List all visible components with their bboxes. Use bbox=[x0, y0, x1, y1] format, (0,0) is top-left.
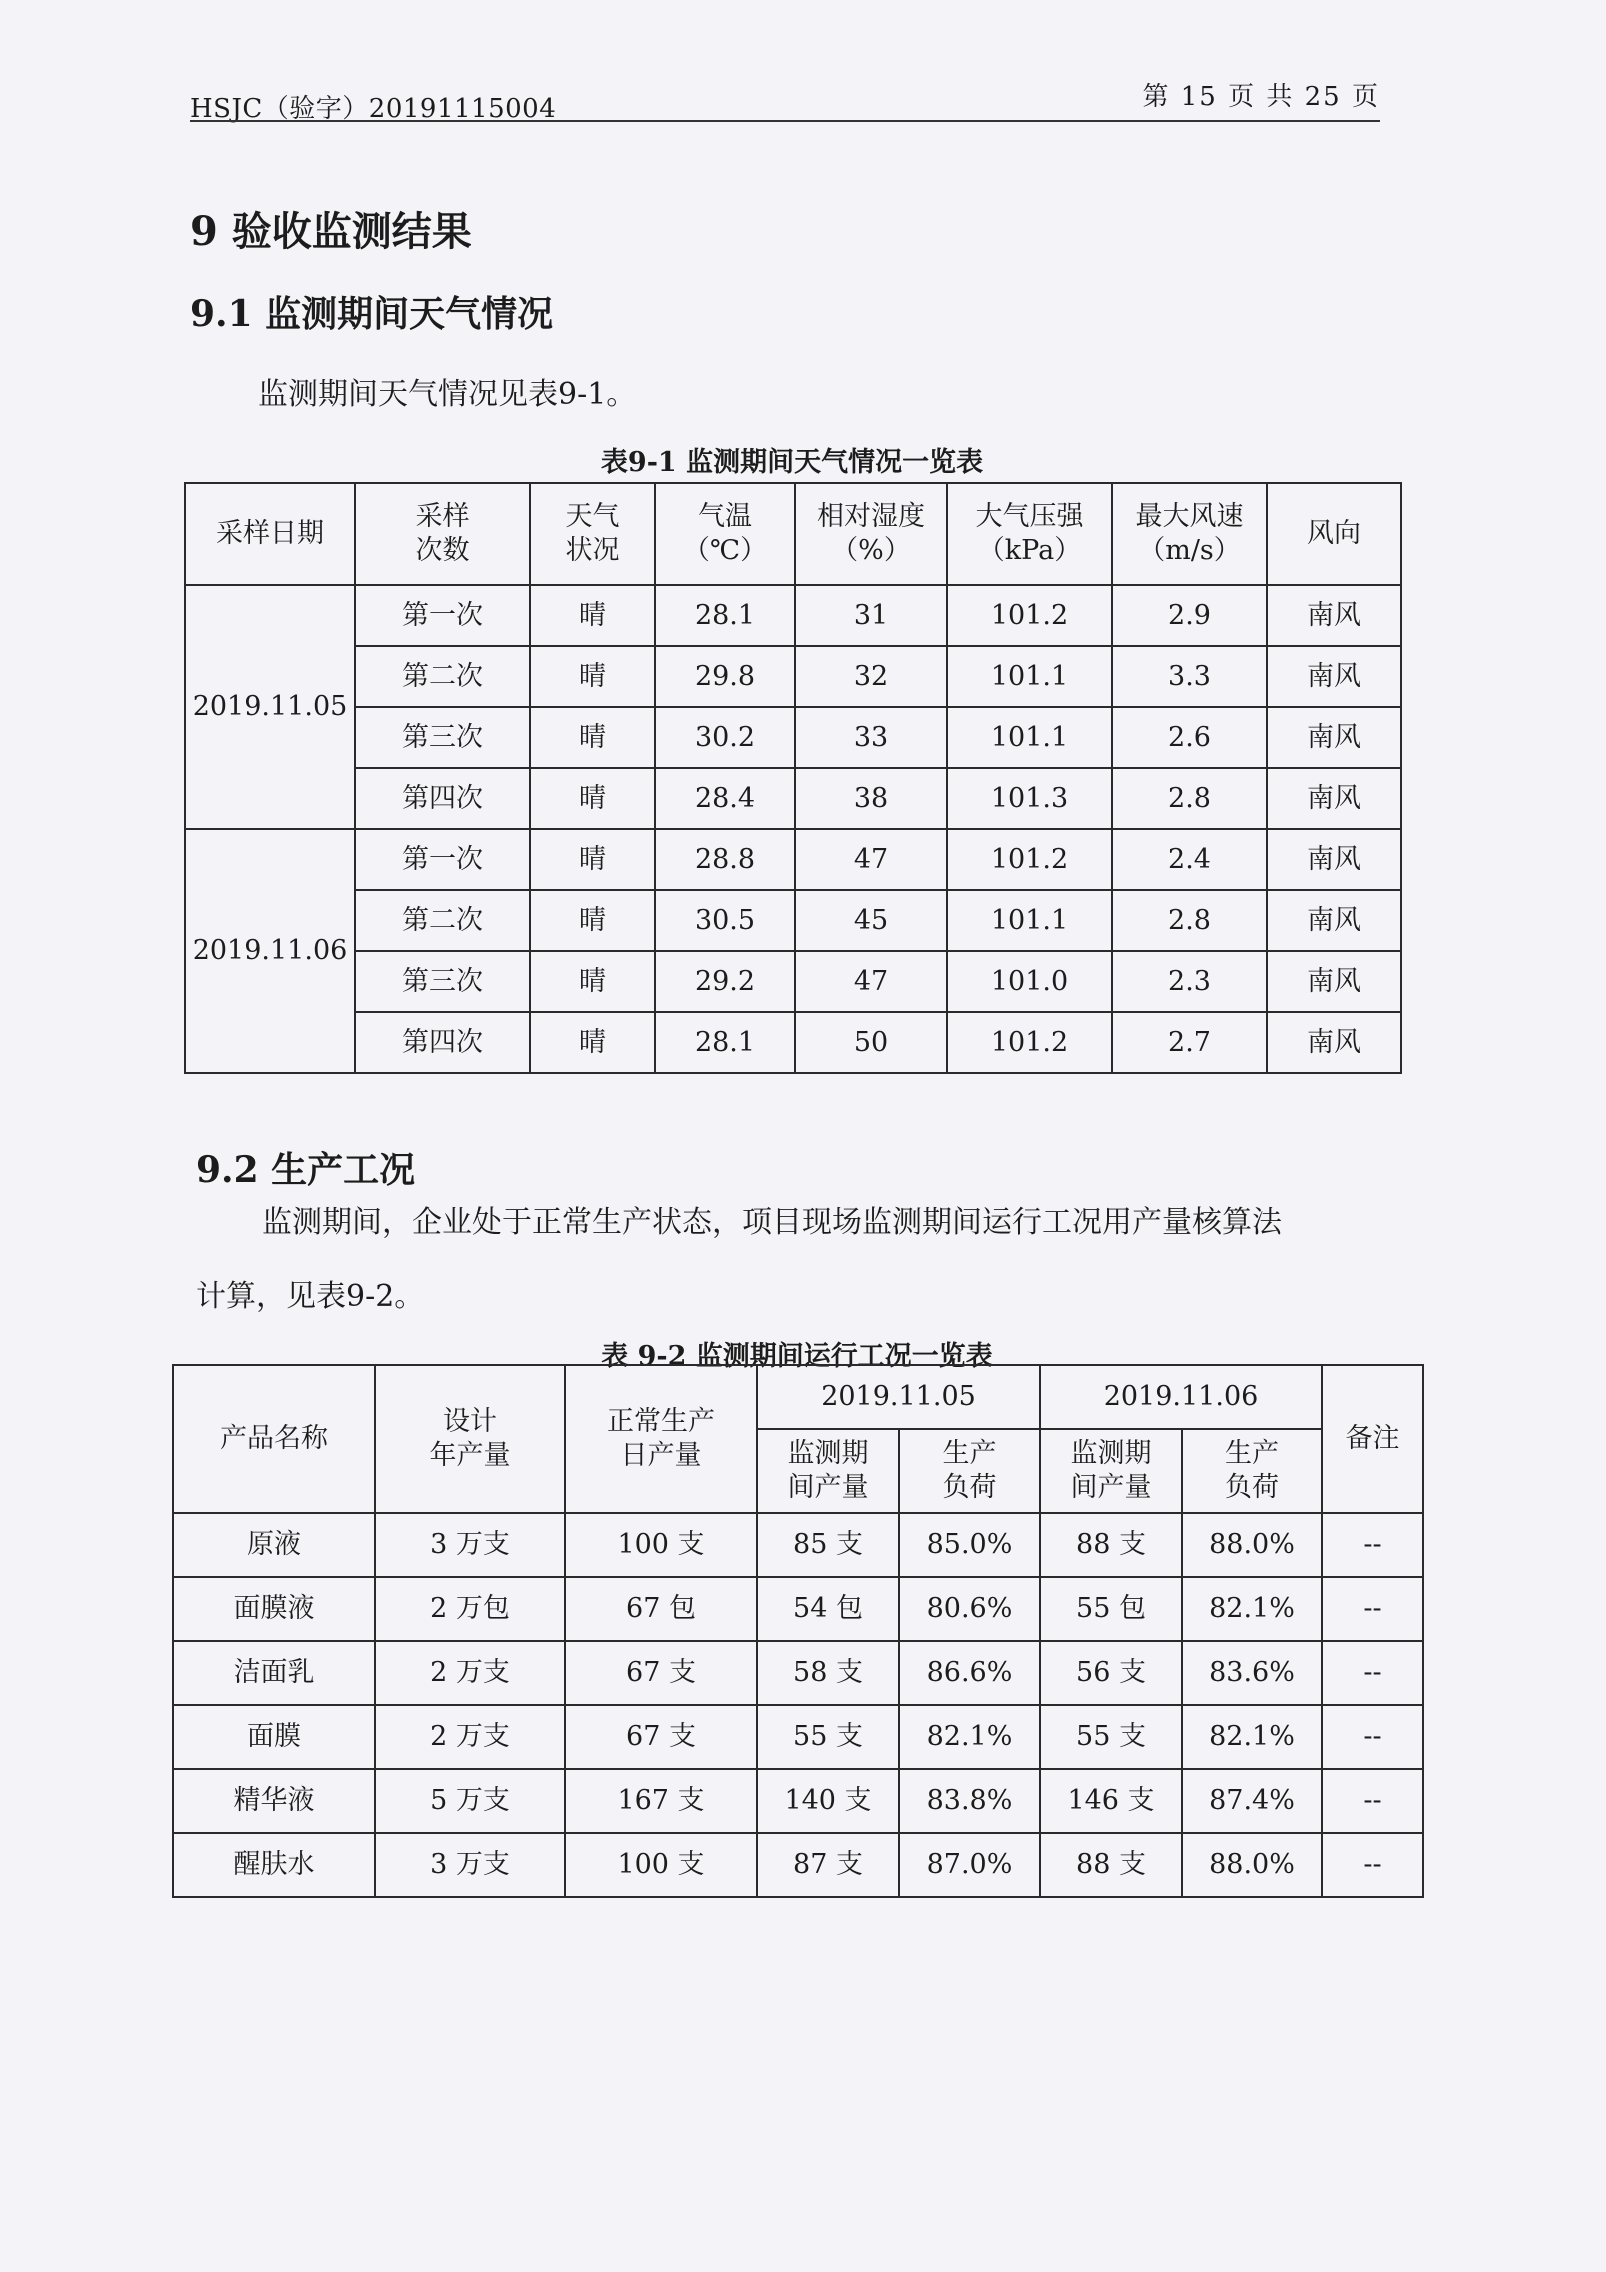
normal-output-cell: 67 支 bbox=[565, 1705, 757, 1769]
header-sampling-count: 采样 次数 bbox=[355, 483, 530, 585]
header-temperature: 气温 （℃） bbox=[655, 483, 795, 585]
count-cell: 第四次 bbox=[355, 1012, 530, 1073]
pressure-cell: 101.0 bbox=[947, 951, 1112, 1012]
header-pressure: 大气压强 （kPa） bbox=[947, 483, 1112, 585]
wind-speed-cell: 2.7 bbox=[1112, 1012, 1267, 1073]
wind-direction-cell: 南风 bbox=[1267, 1012, 1401, 1073]
header-date-2: 2019.11.06 bbox=[1040, 1365, 1322, 1429]
load-cell: 83.6% bbox=[1182, 1641, 1322, 1705]
humidity-cell: 50 bbox=[795, 1012, 947, 1073]
pressure-cell: 101.2 bbox=[947, 585, 1112, 646]
table-row bbox=[173, 1513, 1423, 1577]
weather-cell: 晴 bbox=[530, 829, 655, 890]
wind-direction-cell: 南风 bbox=[1267, 585, 1401, 646]
pressure-cell: 101.3 bbox=[947, 768, 1112, 829]
date-cell: 2019.11.06 bbox=[185, 829, 355, 1073]
page-number: 第 15 页 共 25 页 bbox=[1142, 82, 1380, 112]
load-cell: 83.8% bbox=[899, 1769, 1040, 1833]
temp-cell: 29.8 bbox=[655, 646, 795, 707]
temp-cell: 30.5 bbox=[655, 890, 795, 951]
normal-output-cell: 167 支 bbox=[565, 1769, 757, 1833]
header-sampling-date: 采样日期 bbox=[185, 483, 355, 585]
header-production-load: 生产 负荷 bbox=[899, 1429, 1040, 1513]
humidity-cell: 31 bbox=[795, 585, 947, 646]
load-cell: 87.4% bbox=[1182, 1769, 1322, 1833]
design-output-cell: 2 万支 bbox=[375, 1641, 565, 1705]
product-name-cell: 醒肤水 bbox=[173, 1833, 375, 1897]
weather-cell: 晴 bbox=[530, 585, 655, 646]
section-9-1-title: 9.1 监测期间天气情况 bbox=[190, 293, 554, 335]
table-row bbox=[173, 1641, 1423, 1705]
monitored-output-cell: 56 支 bbox=[1040, 1641, 1182, 1705]
header-date-1: 2019.11.05 bbox=[757, 1365, 1040, 1429]
header-wind-direction: 风向 bbox=[1267, 483, 1401, 585]
header-monitored-output: 监测期 间产量 bbox=[757, 1429, 899, 1513]
table-row bbox=[185, 646, 1401, 707]
section-9-2-title: 9.2 生产工况 bbox=[196, 1149, 416, 1191]
header-rule bbox=[190, 120, 1380, 122]
note-cell: -- bbox=[1322, 1769, 1423, 1833]
count-cell: 第四次 bbox=[355, 768, 530, 829]
count-cell: 第一次 bbox=[355, 585, 530, 646]
count-cell: 第一次 bbox=[355, 829, 530, 890]
monitored-output-cell: 55 支 bbox=[757, 1705, 899, 1769]
product-name-cell: 洁面乳 bbox=[173, 1641, 375, 1705]
wind-speed-cell: 2.6 bbox=[1112, 707, 1267, 768]
design-output-cell: 5 万支 bbox=[375, 1769, 565, 1833]
table-row bbox=[185, 1012, 1401, 1073]
table-row bbox=[185, 829, 1401, 890]
table-row bbox=[173, 1705, 1423, 1769]
wind-speed-cell: 2.4 bbox=[1112, 829, 1267, 890]
wind-direction-cell: 南风 bbox=[1267, 646, 1401, 707]
count-cell: 第三次 bbox=[355, 951, 530, 1012]
header-humidity: 相对湿度 （%） bbox=[795, 483, 947, 585]
table-9-1-caption: 表9-1 监测期间天气情况一览表 bbox=[600, 447, 984, 478]
product-name-cell: 精华液 bbox=[173, 1769, 375, 1833]
humidity-cell: 32 bbox=[795, 646, 947, 707]
table-header-row bbox=[185, 483, 1401, 585]
product-name-cell: 面膜 bbox=[173, 1705, 375, 1769]
table-header-row bbox=[173, 1365, 1423, 1429]
note-cell: -- bbox=[1322, 1513, 1423, 1577]
load-cell: 82.1% bbox=[899, 1705, 1040, 1769]
pressure-cell: 101.1 bbox=[947, 646, 1112, 707]
humidity-cell: 47 bbox=[795, 829, 947, 890]
load-cell: 85.0% bbox=[899, 1513, 1040, 1577]
load-cell: 87.0% bbox=[899, 1833, 1040, 1897]
note-cell: -- bbox=[1322, 1641, 1423, 1705]
product-name-cell: 面膜液 bbox=[173, 1577, 375, 1641]
weather-table bbox=[184, 482, 1402, 1074]
monitored-output-cell: 58 支 bbox=[757, 1641, 899, 1705]
section-9-1-paragraph: 监测期间天气情况见表9-1。 bbox=[258, 377, 637, 412]
table-row bbox=[185, 768, 1401, 829]
weather-cell: 晴 bbox=[530, 890, 655, 951]
normal-output-cell: 100 支 bbox=[565, 1513, 757, 1577]
wind-speed-cell: 3.3 bbox=[1112, 646, 1267, 707]
header-weather: 天气 状况 bbox=[530, 483, 655, 585]
production-table bbox=[172, 1364, 1424, 1898]
table-row bbox=[185, 951, 1401, 1012]
pressure-cell: 101.2 bbox=[947, 829, 1112, 890]
wind-direction-cell: 南风 bbox=[1267, 829, 1401, 890]
header-monitored-output: 监测期 间产量 bbox=[1040, 1429, 1182, 1513]
count-cell: 第二次 bbox=[355, 646, 530, 707]
humidity-cell: 47 bbox=[795, 951, 947, 1012]
pressure-cell: 101.1 bbox=[947, 707, 1112, 768]
design-output-cell: 2 万支 bbox=[375, 1705, 565, 1769]
section-title: 9 验收监测结果 bbox=[190, 208, 472, 255]
section-9-2-paragraph-line-2: 计算，见表9-2。 bbox=[196, 1279, 425, 1314]
weather-cell: 晴 bbox=[530, 646, 655, 707]
product-name-cell: 原液 bbox=[173, 1513, 375, 1577]
table-9-2-caption: 表 9-2 监测期间运行工况一览表 bbox=[601, 1341, 993, 1372]
temp-cell: 28.1 bbox=[655, 585, 795, 646]
load-cell: 82.1% bbox=[1182, 1577, 1322, 1641]
weather-cell: 晴 bbox=[530, 1012, 655, 1073]
load-cell: 80.6% bbox=[899, 1577, 1040, 1641]
wind-direction-cell: 南风 bbox=[1267, 768, 1401, 829]
pressure-cell: 101.1 bbox=[947, 890, 1112, 951]
report-number: HSJC（验字）20191115004 bbox=[190, 94, 557, 124]
table-row bbox=[185, 707, 1401, 768]
note-cell: -- bbox=[1322, 1577, 1423, 1641]
humidity-cell: 33 bbox=[795, 707, 947, 768]
humidity-cell: 38 bbox=[795, 768, 947, 829]
monitored-output-cell: 146 支 bbox=[1040, 1769, 1182, 1833]
humidity-cell: 45 bbox=[795, 890, 947, 951]
design-output-cell: 3 万支 bbox=[375, 1833, 565, 1897]
wind-direction-cell: 南风 bbox=[1267, 707, 1401, 768]
design-output-cell: 3 万支 bbox=[375, 1513, 565, 1577]
section-9-2-paragraph-line-1: 监测期间，企业处于正常生产状态，项目现场监测期间运行工况用产量核算法 bbox=[262, 1205, 1282, 1240]
wind-direction-cell: 南风 bbox=[1267, 890, 1401, 951]
temp-cell: 30.2 bbox=[655, 707, 795, 768]
wind-speed-cell: 2.3 bbox=[1112, 951, 1267, 1012]
note-cell: -- bbox=[1322, 1705, 1423, 1769]
header-design-output: 设计 年产量 bbox=[375, 1365, 565, 1513]
temp-cell: 28.8 bbox=[655, 829, 795, 890]
load-cell: 88.0% bbox=[1182, 1833, 1322, 1897]
temp-cell: 28.4 bbox=[655, 768, 795, 829]
weather-cell: 晴 bbox=[530, 951, 655, 1012]
weather-cell: 晴 bbox=[530, 707, 655, 768]
monitored-output-cell: 88 支 bbox=[1040, 1513, 1182, 1577]
load-cell: 86.6% bbox=[899, 1641, 1040, 1705]
monitored-output-cell: 87 支 bbox=[757, 1833, 899, 1897]
weather-cell: 晴 bbox=[530, 768, 655, 829]
load-cell: 82.1% bbox=[1182, 1705, 1322, 1769]
pressure-cell: 101.2 bbox=[947, 1012, 1112, 1073]
header-wind-speed: 最大风速 （m/s） bbox=[1112, 483, 1267, 585]
temp-cell: 29.2 bbox=[655, 951, 795, 1012]
wind-speed-cell: 2.8 bbox=[1112, 890, 1267, 951]
normal-output-cell: 67 支 bbox=[565, 1641, 757, 1705]
header-product-name: 产品名称 bbox=[173, 1365, 375, 1513]
monitored-output-cell: 85 支 bbox=[757, 1513, 899, 1577]
header-normal-daily-output: 正常生产 日产量 bbox=[565, 1365, 757, 1513]
table-row bbox=[173, 1833, 1423, 1897]
wind-speed-cell: 2.8 bbox=[1112, 768, 1267, 829]
count-cell: 第三次 bbox=[355, 707, 530, 768]
header-note: 备注 bbox=[1322, 1365, 1423, 1513]
date-cell: 2019.11.05 bbox=[185, 585, 355, 829]
normal-output-cell: 100 支 bbox=[565, 1833, 757, 1897]
count-cell: 第二次 bbox=[355, 890, 530, 951]
monitored-output-cell: 55 支 bbox=[1040, 1705, 1182, 1769]
load-cell: 88.0% bbox=[1182, 1513, 1322, 1577]
table-row bbox=[185, 585, 1401, 646]
table-row bbox=[185, 890, 1401, 951]
monitored-output-cell: 140 支 bbox=[757, 1769, 899, 1833]
note-cell: -- bbox=[1322, 1833, 1423, 1897]
table-row bbox=[173, 1769, 1423, 1833]
monitored-output-cell: 55 包 bbox=[1040, 1577, 1182, 1641]
wind-speed-cell: 2.9 bbox=[1112, 585, 1267, 646]
table-row bbox=[173, 1577, 1423, 1641]
design-output-cell: 2 万包 bbox=[375, 1577, 565, 1641]
temp-cell: 28.1 bbox=[655, 1012, 795, 1073]
header-production-load: 生产 负荷 bbox=[1182, 1429, 1322, 1513]
normal-output-cell: 67 包 bbox=[565, 1577, 757, 1641]
monitored-output-cell: 54 包 bbox=[757, 1577, 899, 1641]
monitored-output-cell: 88 支 bbox=[1040, 1833, 1182, 1897]
wind-direction-cell: 南风 bbox=[1267, 951, 1401, 1012]
